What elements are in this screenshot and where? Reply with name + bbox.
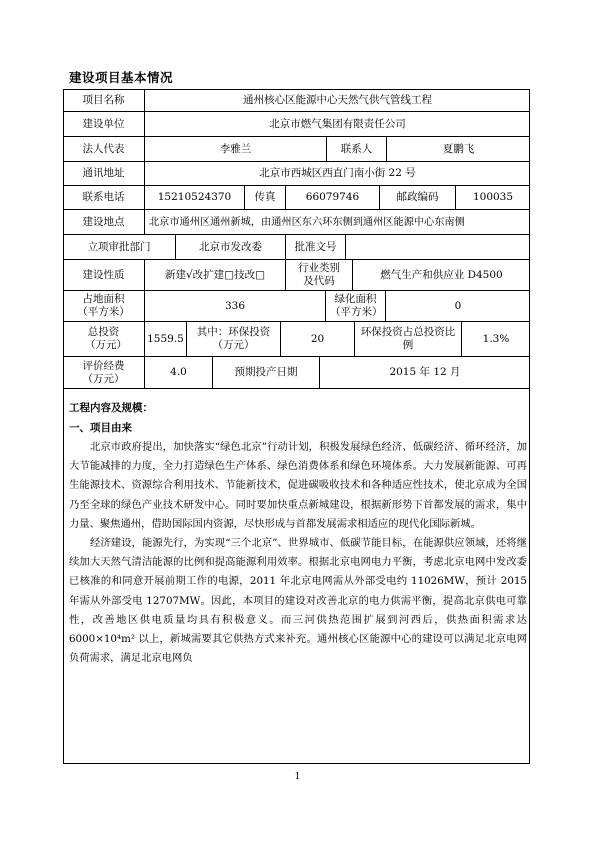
address-value: 北京市西城区西直门南小街 22 号 [144, 162, 530, 185]
table-row [63, 322, 530, 357]
paragraph: 经济建设，能源先行，为实现“三个北京”、世界城市、低碳节能目标，在能源供应领域，还将继续加大天然气清洁能源的比例和提高能源利用效率。根据北京电网电力平衡，考虑北京电网中发改委已核准的和同意开展前期工作的电源，2011 年北京电网需从外部受电约 11026MW，预计 2015 年需从外部受电 12707MW。因此，本项目的建设对改善北京的电力供需平衡，提高北京供电可靠性，改善地区供电质量均具有积极意义。而三河供热范围扩展到河西后，供热面积需求达 6000×10⁴m² 以上，新城需要其它供热方式来补充。通州核心区能源中心的建设可以满足北京电网负荷需求，满足北京电网负 [69, 537, 527, 665]
env-invest-label: 其中：环保投资（万元） [186, 322, 280, 356]
table-row [63, 357, 530, 389]
section-heading: 建设项目基本情况 [69, 70, 174, 85]
phone-value: 15210524370 [144, 186, 244, 209]
total-invest-label: 总投资（万元） [85, 326, 127, 351]
total-invest-value: 1559.5 [144, 322, 186, 356]
table-row [63, 235, 530, 260]
table-row [63, 137, 530, 162]
table-row [63, 89, 530, 112]
postcode-value: 100035 [455, 186, 530, 209]
approval-dept-value: 北京市发改委 [175, 235, 285, 259]
unit-value: 北京市燃气集团有限责任公司 [144, 112, 530, 136]
table-row [63, 291, 530, 322]
env-invest-value: 20 [280, 322, 354, 356]
industry-value: 燃气生产和供应业 D4500 [352, 260, 530, 290]
table-row [63, 162, 530, 186]
operation-date-value: 2015 年 12 月 [319, 357, 530, 388]
contact-value: 夏鹏飞 [386, 137, 530, 161]
operation-date-label: 预期投产日期 [212, 357, 319, 388]
approval-dept-label: 立项审批部门 [87, 240, 151, 253]
project-name-value: 通州核心区能源中心天然气供气管线工程 [144, 89, 530, 111]
content-area [69, 398, 527, 668]
site-value: 北京市通州区通州新城，由通州区东六环东侧到通州区能源中心东南侧 [144, 210, 530, 234]
land-area-label: 占地面积（平方米） [77, 293, 130, 318]
nature-label: 建设性质 [82, 268, 125, 281]
section-title: 一、项目由来 [69, 422, 132, 434]
env-ratio-label: 环保投资占总投资比例 [354, 322, 461, 356]
eval-fee-value: 4.0 [144, 357, 212, 388]
land-area-value: 336 [144, 291, 325, 321]
page-number: 1 [294, 772, 301, 782]
table-row [63, 112, 530, 137]
address-label: 通讯地址 [82, 167, 125, 179]
contact-label: 联系人 [326, 137, 386, 161]
green-area-value: 0 [385, 291, 530, 321]
site-label: 建设地点 [82, 215, 125, 228]
env-ratio-value: 1.3% [461, 322, 530, 356]
phone-label: 联系电话 [82, 191, 125, 203]
eval-fee-label: 评价经费（万元） [82, 359, 125, 385]
content-title: 工程内容及规模： [69, 402, 153, 414]
nature-value: 新建√改扩建□技改□ [144, 260, 285, 290]
table-row [63, 210, 530, 235]
legal-rep-value: 李雅兰 [144, 137, 326, 161]
table-row [63, 186, 530, 210]
postcode-label: 邮政编码 [379, 186, 455, 209]
project-name-label: 项目名称 [82, 93, 125, 106]
approval-no-label: 批准文号 [285, 235, 345, 259]
table-row [63, 260, 530, 291]
fax-value: 66079746 [285, 186, 379, 209]
fax-label: 传真 [244, 186, 285, 209]
green-area-label: 绿化面积（平方米） [325, 291, 385, 321]
paragraph: 北京市政府提出，加快落实“绿色北京”行动计划，积极发展绿色经济、低碳经济、循环经济，加大节能减排的力度，全力打造绿色生产体系、绿色消费体系和绿色环境体系。大力发展新能源、可再生能源技术、资源综合利用技术、节能新技术，促进碳吸收技术和各种适应性技术，使北京成为全国乃至全球的绿色产业技术研发中心。同时要加快重点新城建设，根据新形势下首都发展的需求，集中力量、聚焦通州，借助国际国内资源，尽快形成与首都发展需求相适应的现代化国际新城。 [69, 441, 527, 530]
industry-label: 行业类别及代码 [285, 260, 352, 290]
approval-no-value [345, 235, 530, 259]
unit-label: 建设单位 [82, 117, 125, 130]
legal-rep-label: 法人代表 [82, 142, 125, 155]
